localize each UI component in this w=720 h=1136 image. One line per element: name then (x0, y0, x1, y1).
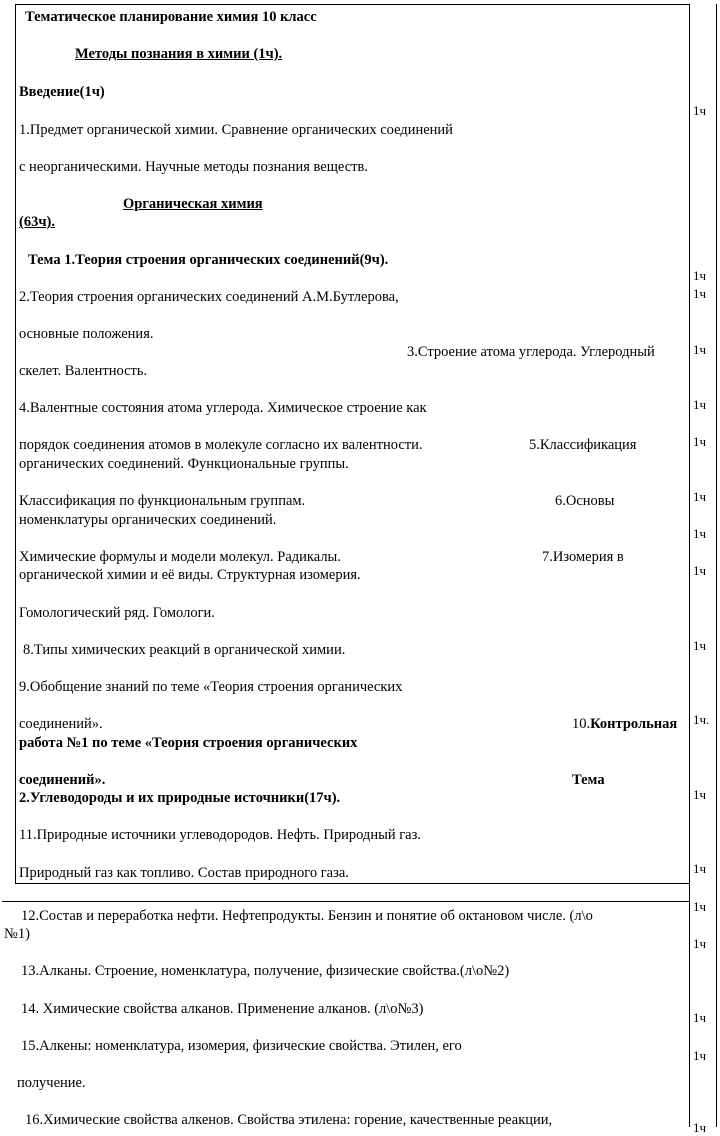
hours-cell: 1ч (693, 1010, 707, 1025)
hours-cell: 1ч (693, 861, 707, 876)
lesson-7-line1: 7.Изомерия в (542, 549, 624, 565)
table-divider (689, 4, 690, 1127)
lesson-10-line1 (572, 716, 677, 733)
lesson-6-line2: номенклатуры органических соединений. (19, 512, 277, 528)
organic-heading: Органическая химия (123, 196, 263, 212)
lesson-10-line2: работа №1 по теме «Теория строения органических (19, 735, 358, 751)
hours-cell: 1ч (693, 936, 707, 951)
organic-hours: (63ч). (19, 214, 55, 230)
lesson-1-line2: с неорганическими. Научные методы познания веществ. (19, 159, 368, 175)
table-border-left (15, 4, 16, 884)
lesson-2-line2: основные положения. (19, 326, 154, 342)
lesson-9-line2: соединений». (19, 716, 103, 732)
lesson-5-line3: Классификация по функциональным группам. (19, 493, 306, 509)
table-row-divider (2, 901, 690, 902)
lesson-3-line2: скелет. Валентность. (19, 363, 148, 379)
hours-cell: 1ч (693, 342, 707, 357)
intro-heading: Введение(1ч) (19, 84, 105, 100)
table-border-bottom (15, 883, 690, 884)
lesson-2-line1: 2.Теория строения органических соединений А.М.Бутлерова, (19, 289, 399, 305)
hours-cell: 1ч (693, 434, 707, 449)
lesson-9-line1: 9.Обобщение знаний по теме «Теория строения органических (19, 679, 403, 695)
lesson-4-line2: порядок соединения атомов в молекуле согласно их валентности. (19, 437, 423, 453)
lesson-11-line1: 11.Природные источники углеводородов. Нефть. Природный газ. (19, 827, 421, 843)
lesson-6-line1: 6.Основы (555, 493, 615, 509)
lesson-5-line1: 5.Классификация (529, 437, 637, 453)
lesson-8: 8.Типы химических реакций в органической химии. (23, 642, 346, 658)
lesson-6-line3: Химические формулы и модели молекул. Радикалы. (19, 549, 341, 565)
lesson-1-line1: 1.Предмет органической химии. Сравнение органических соединений (19, 122, 453, 138)
topic-2-heading: 2.Углеводороды и их природные источники(17ч). (19, 790, 341, 806)
lesson-13: 13.Алканы. Строение, номенклатура, получение, физические свойства.(л\о№2) (21, 963, 510, 979)
hours-cell: 1ч (693, 397, 707, 412)
topic-2-heading-start: Тема (572, 772, 605, 788)
topic-1-heading: Тема 1.Теория строения органических соединений(9ч). (28, 252, 389, 268)
hours-cell: 1ч (693, 899, 707, 914)
section-methods-heading: Методы познания в химии (1ч). (75, 46, 283, 62)
lesson-15-line2: получение. (17, 1075, 86, 1091)
hours-cell: 1ч (693, 526, 707, 541)
hours-cell: 1ч (693, 787, 707, 802)
hours-cell: 1ч (693, 286, 707, 301)
lesson-12-line1: 12.Состав и переработка нефти. Нефтепродукты. Бензин и понятие об октановом числе. (л\о (21, 908, 593, 924)
hours-cell: 1ч (693, 638, 707, 653)
hours-cell: 1ч (693, 489, 707, 504)
lesson-10-title: Контрольная (590, 716, 678, 732)
lesson-4-line1: 4.Валентные состояния атома углерода. Химическое строение как (19, 400, 427, 416)
lesson-15-line1: 15.Алкены: номенклатура, изомерия, физические свойства. Этилен, его (21, 1038, 462, 1054)
lesson-14: 14. Химические свойства алканов. Применение алканов. (л\о№3) (21, 1001, 424, 1017)
hours-cell: 1ч. (693, 712, 710, 727)
hours-cell: 1ч (693, 268, 707, 283)
lesson-7-line3: Гомологический ряд. Гомологи. (19, 605, 215, 621)
page-title: Тематическое планирование химия 10 класс (25, 9, 317, 25)
lesson-3-line1: 3.Строение атома углерода. Углеродный (407, 344, 655, 360)
hours-cell: 1ч (693, 1048, 707, 1063)
lesson-5-line2: органических соединений. Функциональные группы. (19, 456, 349, 472)
lesson-11-line2: Природный газ как топливо. Состав природного газа. (19, 865, 349, 881)
hours-cell: 1ч (693, 563, 707, 578)
hours-cell: 1ч (693, 1120, 707, 1135)
lesson-12-line2: №1) (4, 926, 30, 942)
lesson-7-line2: органической химии и её виды. Структурная изомерия. (19, 567, 361, 583)
table-border-top (15, 4, 690, 5)
lesson-10-line3: соединений». (19, 772, 106, 788)
lesson-16-line1: 16.Химические свойства алкенов. Свойства этилена: горение, качественные реакции, (25, 1112, 553, 1128)
table-border-right (716, 4, 717, 1127)
lesson-10-number: 10. (572, 716, 591, 732)
hours-cell: 1ч (693, 103, 707, 118)
